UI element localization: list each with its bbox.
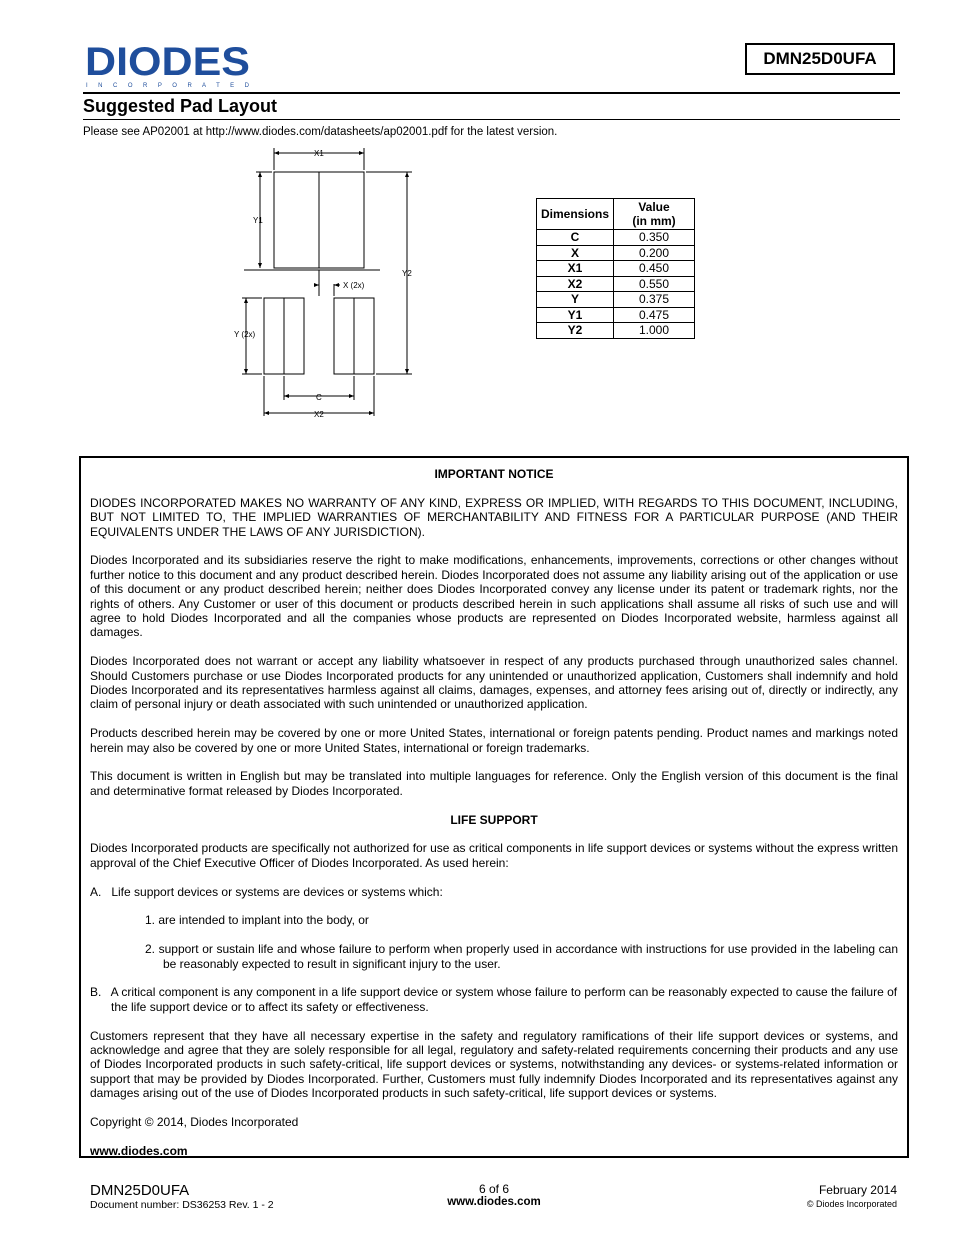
copyright-text: Copyright © 2014, Diodes Incorporated: [90, 1115, 299, 1130]
notice-url-link[interactable]: www.diodes.com: [90, 1143, 188, 1158]
notice-paragraph: Diodes Incorporated products are specifically not authorized for use as critical components in life support devices or systems without the express written approval of the Chief Executive Officer of Diodes Incorporated. As used herein:: [90, 841, 898, 870]
label-x1: X1: [314, 149, 324, 158]
footer-part-number: DMN25D0UFA: [90, 1182, 190, 1199]
footer-date: February 2014: [818, 1183, 897, 1197]
notice-paragraph: Diodes Incorporated does not warrant or accept any liability whatsoever in respect of any products purchased through unauthorized sales channel. Should Customers purchase or use Diodes Incorporated products for any unintended or unauthorized application, Customers shall indemnify and hold Diodes Incorporated and its representatives harmless against all claims, damages, expenses, and attorney fees arising out of, directly or indirectly, any claim of personal injury or death associated with such unintended or unauthorized application.: [90, 654, 898, 712]
list-item-b: B. A critical component is any component in a life support device or system whose failure to perform can be reasonably expected to cause the failure of the life support device or to affect its safety or effectiveness.: [90, 985, 901, 1014]
notice-content: [90, 467, 901, 1173]
label-y2: Y2: [402, 269, 412, 278]
notice-paragraph: Diodes Incorporated and its subsidiaries reserve the right to make modifications, enhancements, improvements, corrections or other changes without further notice to this document and any product described herein. Diodes Incorporated does not assume any liability arising out of the application or use of this document or any product described herein; neither does Diodes Incorporated convey any license under its patent or trademark rights, nor the rights of others. Any Customer or user of this document or products described herein in such applications shall assume all risks of such use and will agree to hold Diodes Incorporated and all the companies whose products are represented on Diodes Incorporated website, harmless against all damages.: [90, 553, 898, 640]
intro-text: Please see AP02001 at http://www.diodes.com/datasheets/ap02001.pdf for the latest version.: [83, 126, 558, 138]
footer-page-number: 6 of 6: [478, 1182, 510, 1196]
table-row: X 0.200: [537, 245, 695, 261]
table-row: Y2 1.000: [537, 323, 695, 339]
pad-layout-diagram: [220, 144, 440, 424]
notice-title: IMPORTANT NOTICE: [434, 467, 554, 481]
diodes-logo: [85, 40, 260, 90]
notice-paragraph: This document is written in English but may be translated into multiple languages for reference. Only the English version of this document is the final and determinative format released by Diodes Incorporated.: [90, 769, 898, 798]
table-row: X2 0.550: [537, 276, 695, 292]
notice-paragraph: DIODES INCORPORATED MAKES NO WARRANTY OF ANY KIND, EXPRESS OR IMPLIED, WITH REGARDS TO THIS DOCUMENT, INCLUDING, BUT NOT LIMITED TO, THE IMPLIED WARRANTIES OF MERCHANTABILITY AND FITNESS FOR A PARTICULAR PURPOSE (AND THEIR EQUIVALENTS UNDER THE LAWS OF ANY JURISDICTION).: [90, 495, 898, 539]
list-item-a1: 1. are intended to implant into the body, or: [145, 913, 369, 928]
label-x2: X2: [314, 410, 324, 419]
life-support-title: LIFE SUPPORT: [450, 812, 538, 827]
section-rule: [83, 119, 900, 120]
logo-subtitle: I N C O R P O R A T E D: [86, 83, 249, 89]
label-x-2x: X (2x): [343, 281, 365, 290]
notice-paragraph: Customers represent that they have all necessary expertise in the safety and regulatory ramifications of their life support devices or systems, and acknowledge and agree that they are solely responsible for all legal, regulatory and safety-related requirements concerning their products and any use of Diodes Incorporated products in such safety-critical, life support devices or systems, notwithstanding any devices- or systems-related information or support that may be provided by Diodes Incorporated. Further, Customers must fully indemnify Diodes Incorporated and its representatives against any damages arising out of the use of Diodes Incorporated products in such safety-critical, life support devices or systems.: [90, 1028, 898, 1101]
dimensions-table: [536, 198, 695, 339]
notice-paragraph: Products described herein may be covered by one or more United States, international or foreign patents pending. Product names and markings noted herein may also be covered by one or more United States, international or foreign trademarks.: [90, 726, 898, 755]
table-row: C 0.350: [537, 230, 695, 246]
label-y-2x: Y (2x): [234, 330, 256, 339]
logo-wordmark: DIODES: [85, 40, 250, 84]
part-number: DMN25D0UFA: [763, 49, 877, 68]
footer-url-link[interactable]: www.diodes.com: [447, 1196, 541, 1208]
table-row: X1 0.450: [537, 261, 695, 277]
header-value: Value (in mm): [614, 199, 695, 230]
list-item-a: A. Life support devices or systems are devices or systems which:: [90, 884, 443, 899]
header-rule: [83, 92, 900, 94]
footer-document-number: Document number: DS36253 Rev. 1 - 2: [90, 1199, 274, 1211]
label-y1: Y1: [253, 216, 263, 225]
footer-copyright: © Diodes Incorporated: [806, 1199, 897, 1209]
part-number-box: [745, 43, 895, 75]
table-row: Y1 0.475: [537, 307, 695, 323]
section-title: Suggested Pad Layout: [83, 96, 278, 116]
table-row: Y 0.375: [537, 292, 695, 308]
label-c: C: [316, 393, 322, 402]
header-dimensions: Dimensions: [537, 199, 614, 230]
list-item-a2: 2. support or sustain life and whose failure to perform when properly used in accordance with instructions for use provided in the labeling can be reasonably expected to result in significant injury to the user.: [145, 942, 898, 971]
